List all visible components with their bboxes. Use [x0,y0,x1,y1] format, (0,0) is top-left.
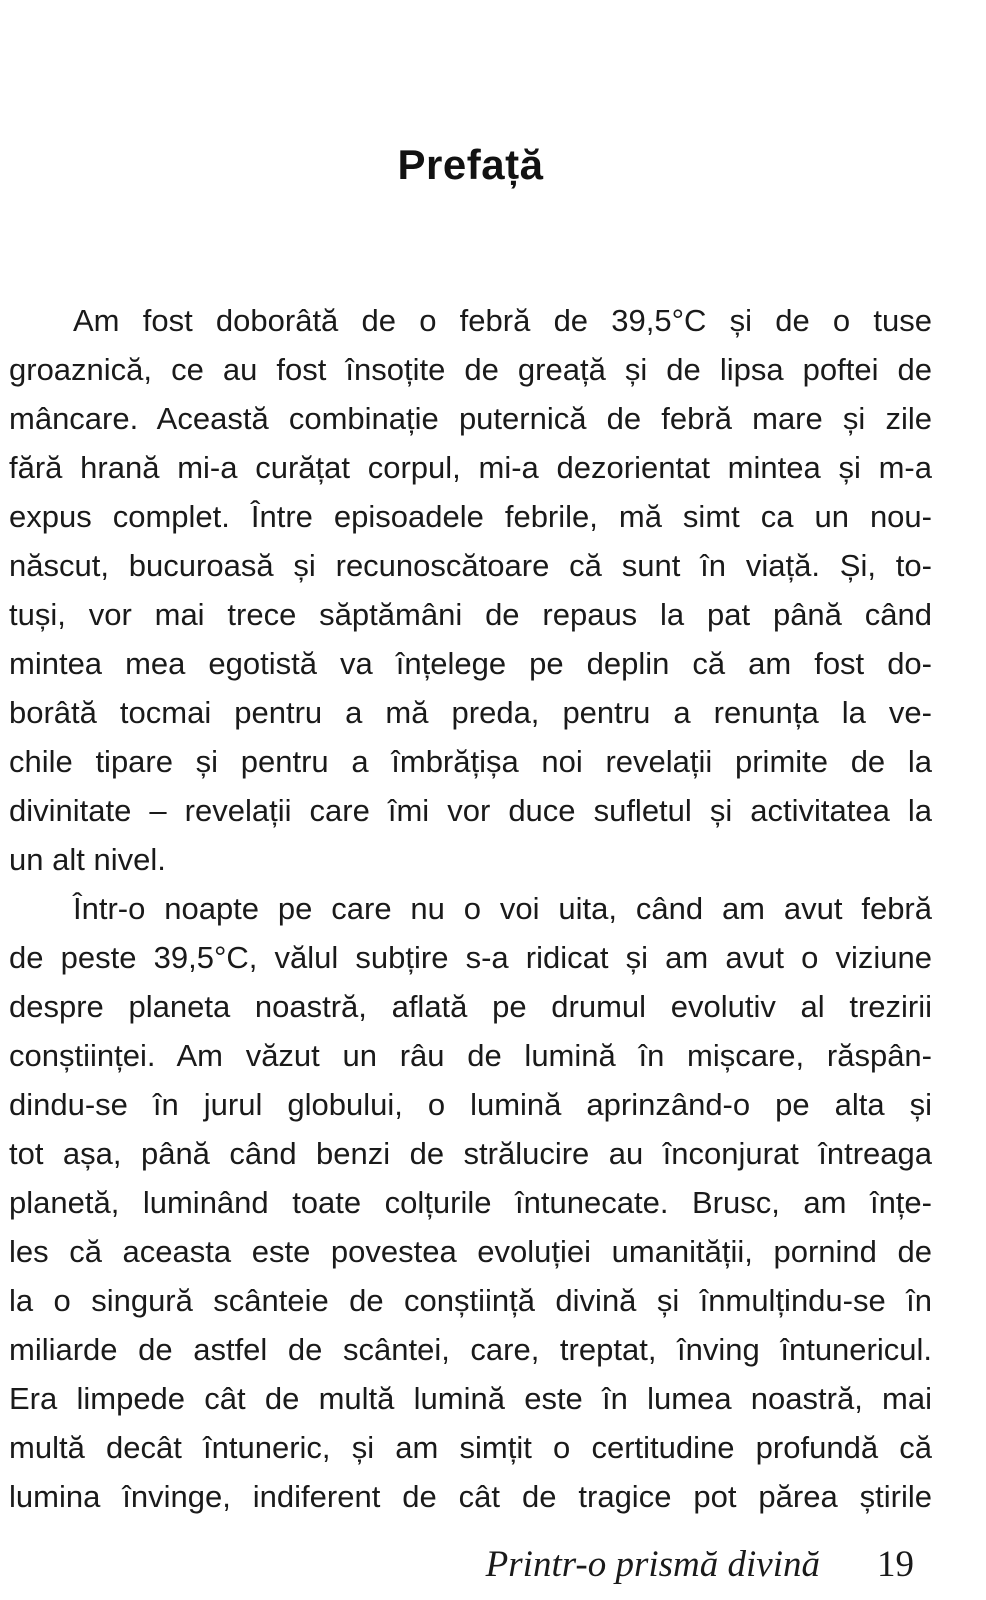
text-line: tuși, vor mai trece săptămâni de repaus la pat până când [9,597,932,632]
text-line: mintea mea egotistă va înțelege pe deplin că am fost do- [9,646,932,681]
text-line: les că aceasta este povestea evoluției umanității, pornind de [9,1234,932,1269]
text-line: la o singură scânteie de conștiință divină și înmulțindu-se în [9,1283,932,1318]
text-line: groaznică, ce au fost însoțite de greață și de lipsa poftei de [9,352,932,387]
text-line: lumina învinge, indiferent de cât de tragice pot părea știrile [9,1479,932,1514]
text-line: chile tipare și pentru a îmbrățișa noi revelații primite de la [9,744,932,779]
text-line: un alt nivel. [9,842,166,877]
text-line: mâncare. Această combinație puternică de febră mare și zile [9,401,932,436]
text-line: născut, bucuroasă și recunoscătoare că sunt în viață. Și, to- [9,548,932,583]
text-line: divinitate – revelații care îmi vor duce sufletul și activitatea la [9,793,932,828]
text-line: planetă, luminând toate colțurile întunecate. Brusc, am înțe- [9,1185,932,1220]
text-line: Am fost doborâtă de o febră de 39,5°C și de o tuse [73,303,932,338]
text-line: Era limpede cât de multă lumină este în lumea noastră, mai [9,1381,932,1416]
text-line: de peste 39,5°C, vălul subțire s-a ridicat și am avut o viziune [9,940,932,975]
text-line: fără hrană mi-a curățat corpul, mi-a dezorientat mintea și m-a [9,450,932,485]
page-footer [9,1544,932,1586]
text-line: miliarde de astfel de scântei, care, treptat, înving întunericul. [9,1332,932,1367]
chapter-title: Prefață [397,141,544,188]
paragraph-2 [9,884,932,1521]
page-number: 19 [877,1544,914,1585]
text-line: Într-o noapte pe care nu o voi uita, când am avut febră [73,891,932,926]
paragraph-1 [9,296,932,884]
text-line: multă decât întuneric, și am simțit o certitudine profundă că [9,1430,932,1465]
text-line: borâtă tocmai pentru a mă preda, pentru a renunța la ve- [9,695,932,730]
running-footer-book-title: Printr-o prismă divină [485,1544,820,1585]
text-line: despre planeta noastră, aflată pe drumul evolutiv al trezirii [9,989,932,1024]
text-line: conștiinței. Am văzut un râu de lumină în mișcare, răspân- [9,1038,932,1073]
text-line: expus complet. Între episoadele febrile, mă simt ca un nou- [9,499,932,534]
text-line: dindu-se în jurul globului, o lumină aprinzând-o pe alta și [9,1087,932,1122]
body-text [9,296,932,1521]
text-line: tot așa, până când benzi de strălucire au înconjurat întreaga [9,1136,932,1171]
